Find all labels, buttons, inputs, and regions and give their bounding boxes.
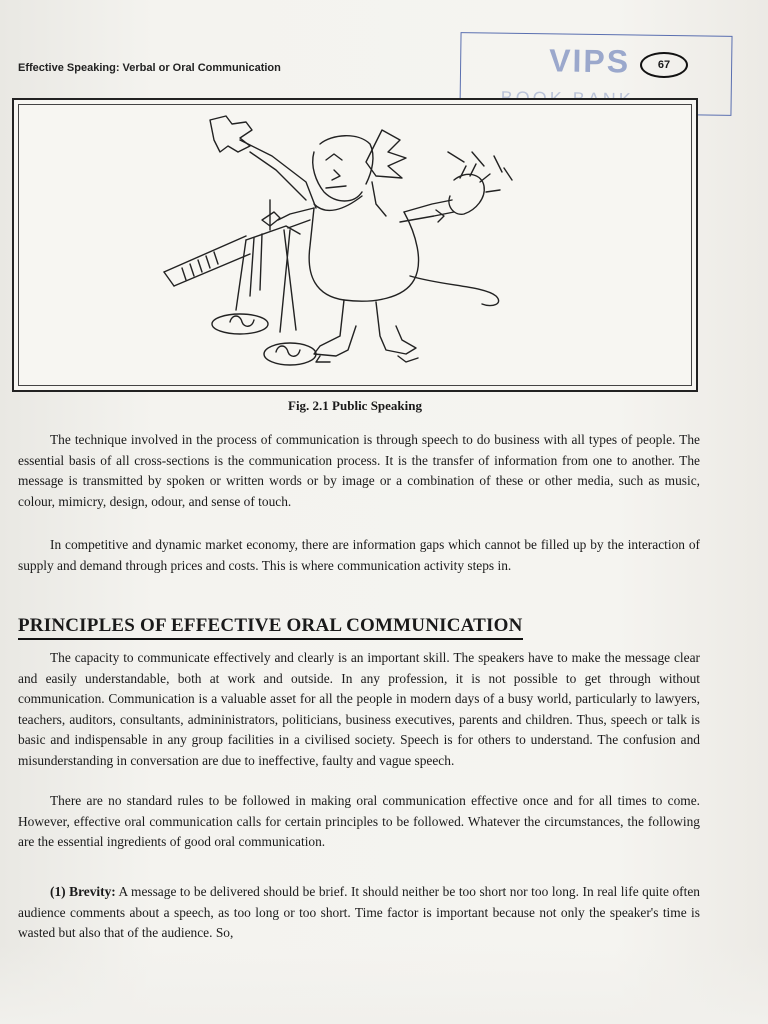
paragraph-text: There are no standard rules to be followed in making oral communication effective once and for all times to come. However, effective oral communication calls for certain principles to be followed. Whatever the circumstances, the following are the essential ingredients of good oral communication. — [18, 793, 700, 849]
paragraph-text: In competitive and dynamic market economy, there are information gaps which cannot be filled up by the interaction of supply and demand through prices and costs. This is where communication activity steps in. — [18, 537, 700, 573]
numbered-point — [18, 882, 700, 944]
point-label: (1) Brevity: — [50, 884, 116, 899]
point-text: A message to be delivered should be brief. It should neither be too short nor too long. In real life quite often audience comments about a speech, as too long or too short. Time factor is important because not only the speaker's time is wasted but also that of the audience. So, — [18, 884, 700, 940]
paragraph-text: The technique involved in the process of communication is through speech to do business with all types of people. The essential basis of all cross-sections is the communication process. It is the transfer of information from one to another. The message is transmitted by spoken or written words or by image or a combination of these or other media, such as music, colour, mimicry, design, odour, and sense of touch. — [18, 432, 700, 509]
figure-caption: Fig. 2.1 Public Speaking — [288, 398, 422, 413]
stamp-logo: VIPS — [548, 42, 631, 80]
body-paragraph — [18, 535, 700, 576]
body-paragraph — [18, 648, 700, 771]
running-head: Effective Speaking: Verbal or Oral Communication — [18, 62, 281, 74]
section-heading: PRINCIPLES OF EFFECTIVE ORAL COMMUNICATION — [18, 615, 523, 640]
paragraph-text: The capacity to communicate effectively and clearly is an important skill. The speakers have to make the message clear and easily understandable, both at work and outside. In any profession, it is not possible to get through without communication. Communication is a valuable asset for all the people in modern days of a busy world, particularly to lawyers, teachers, auditors, consultants, admininistrators, politicians, business executives, parents and children. Thus, speech or talk is basic and indispensable in any group facilities in a civilised society. Speech is for others to understand. The confusion and misunderstanding in conversation are due to ineffective, faulty and vague speech. — [18, 650, 700, 768]
body-paragraph — [18, 882, 700, 944]
page-number: 67 — [640, 52, 688, 78]
body-paragraph — [18, 791, 700, 853]
public-speaking-illustration — [14, 100, 696, 390]
body-paragraph — [18, 430, 700, 512]
figure-frame — [12, 98, 698, 392]
page-bottom-shadow — [0, 945, 768, 1024]
